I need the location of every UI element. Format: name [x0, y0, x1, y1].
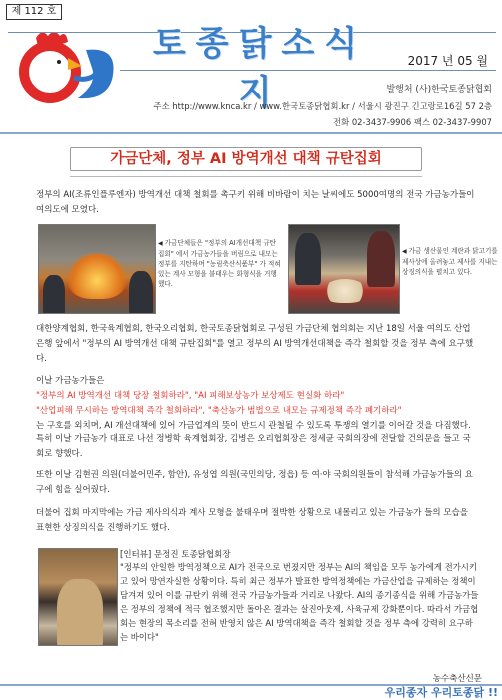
caption-bullet-icon: ◀ [158, 240, 163, 247]
slogan-tail: 는 구호를 외치며, AI 개선대책에 있어 가금업계의 뜻이 반드시 관철될 수 있도록 투쟁의 열기를 이어갈 것을 다짐했다. [36, 421, 471, 431]
photo-crowd-figure [367, 231, 395, 287]
slogan-line-1: "정부의 AI 방역개선 대책 당장 철회하라", "AI 피해보상농가 보상제도 현실화 하라" [36, 391, 345, 401]
headline-underline [70, 176, 422, 177]
photo-crowd-figure [129, 271, 153, 314]
rooster-logo [8, 28, 126, 108]
logo-pupil [57, 60, 61, 64]
article-paragraph-2: 대한양계협회, 한국육계협회, 한국오리협회, 한국토종닭협회로 구성된 가금단체 협의회는 지난 18일 서울 여의도 산업은행 앞에서 "정부의 AI 방역개선 대책 규탄집회"를 열고 정부의 AI 방역개선대책을 즉각 철회할 것을 정부 측에 요구했다. [36, 324, 474, 364]
photo-flame [67, 253, 127, 299]
section-divider [0, 132, 502, 134]
issue-date: 2017 년 05 월 [407, 54, 488, 68]
article-paragraph-4: 특히 이날 가금농가 대표로 나선 정병학 육계협회장, 김병은 오리협회장은 정세균 국회의장에 전달할 건의문을 들고 국회로 향했다. [36, 434, 471, 459]
article-source: 농수축산신문 [432, 674, 482, 684]
slogan-line-2: "산업피해 무시하는 방역대책 즉각 철회하라", "축산농가 범법으로 내모는 규제정책 즉각 폐기하라" [36, 406, 402, 416]
photo-ritual-table [323, 279, 367, 303]
publisher-line: 발행처 (사)한국토종닭협회 [386, 85, 492, 95]
interviewee-photo [38, 548, 118, 646]
article-paragraph-6: 더불어 집회 마지막에는 가금 제사의식과 계사 모형을 불태우며 절박한 상황으로 내몰리고 있는 가금농가 들의 모습을 표현한 상징의식을 진행하기도 했다. [36, 508, 468, 533]
slogan-intro: 이날 가금농가들은 [36, 376, 105, 386]
publisher-contact: 전화 02-3437-9906 팩스 02-3437-9907 [332, 117, 492, 127]
footer-slogan: 우리종자 우리토종닭 !! [384, 686, 498, 699]
rally-burning-photo [38, 224, 156, 314]
issue-number: 제 112 호 [6, 4, 62, 20]
caption-text-2: 가금 생산물인 계란과 닭고기를 제사상에 올려놓고 제사를 지내는 상징의식을 펼치고 있다. [402, 247, 498, 276]
header-rule-lower [120, 70, 496, 71]
newsletter-title: 토종닭소식지 [152, 24, 368, 113]
interviewee-figure [57, 579, 103, 646]
interview-title: [인터뷰] 문정진 토종닭협회장 [120, 550, 231, 560]
logo-red-swirl [24, 46, 76, 98]
photo-crowd-figure [43, 275, 65, 314]
article-paragraph-1: 정부의 AI(조류인플루엔자) 방역개선 대책 철회를 촉구키 위해 비바람이 치는 날씨에도 5000여명의 전국 가금농가들이 여의도에 모였다. [36, 190, 475, 215]
photo-caption-1 [158, 238, 282, 289]
article-paragraph-3 [36, 374, 476, 434]
photo-crowd-figure [295, 233, 321, 285]
interview-quote: "정부의 안일한 방역정책으로 AI가 전국으로 번졌지만 정부는 AI의 책임을 모두 농가에게 전가시키고 있어 망연자실한 상황이다. 특히 최근 정부가 발표한 방역정책에는 가금산업을 규제하는 정책이 담겨져 있어 이를 규탄키 위해 전국 가금농가들과 거리로 나왔다. AI의 종기종식을 위해 가금농가들은 정부의 정책에 적극 협조했지만 돌아온 결과는 살진아웃제, 사육규제 강화뿐이다. 따라서 가금협회는 현장의 목소리를 전혀 반영치 않은 AI 방역대책을 즉각 철회할 것을 정부 측에 강력히 요구하는 바이다" [120, 562, 479, 642]
caption-text-1: 가금단체들은 "정부의 AI개선대책 규탄집회" 에서 가금농가들을 버림으로 내모는 정부를 지탄하며 "농림축산식품부" 가 적혀있는 계사 모형을 불태우는 화형식을 거행했다. [158, 239, 281, 288]
rally-ritual-photo [288, 224, 400, 314]
caption-bullet-icon: ◀ [402, 248, 407, 255]
photo-caption-2 [402, 246, 498, 277]
article-paragraph-5: 또한 이날 김현권 의원(더불어민주, 함안), 유성엽 의원(국민의당, 정읍) 등 여·야 국회의원들이 참석해 가금농가들의 요구에 힘을 실어줬다. [36, 470, 473, 495]
publisher-address: 주소 http://www.knca.kr / www.한국토종닭협회.kr / 서울시 광진구 긴고랑로16길 57 2층 [153, 101, 492, 111]
article-headline: 가금단체, 정부 AI 방역개선 대책 규탄집회 [70, 147, 422, 171]
